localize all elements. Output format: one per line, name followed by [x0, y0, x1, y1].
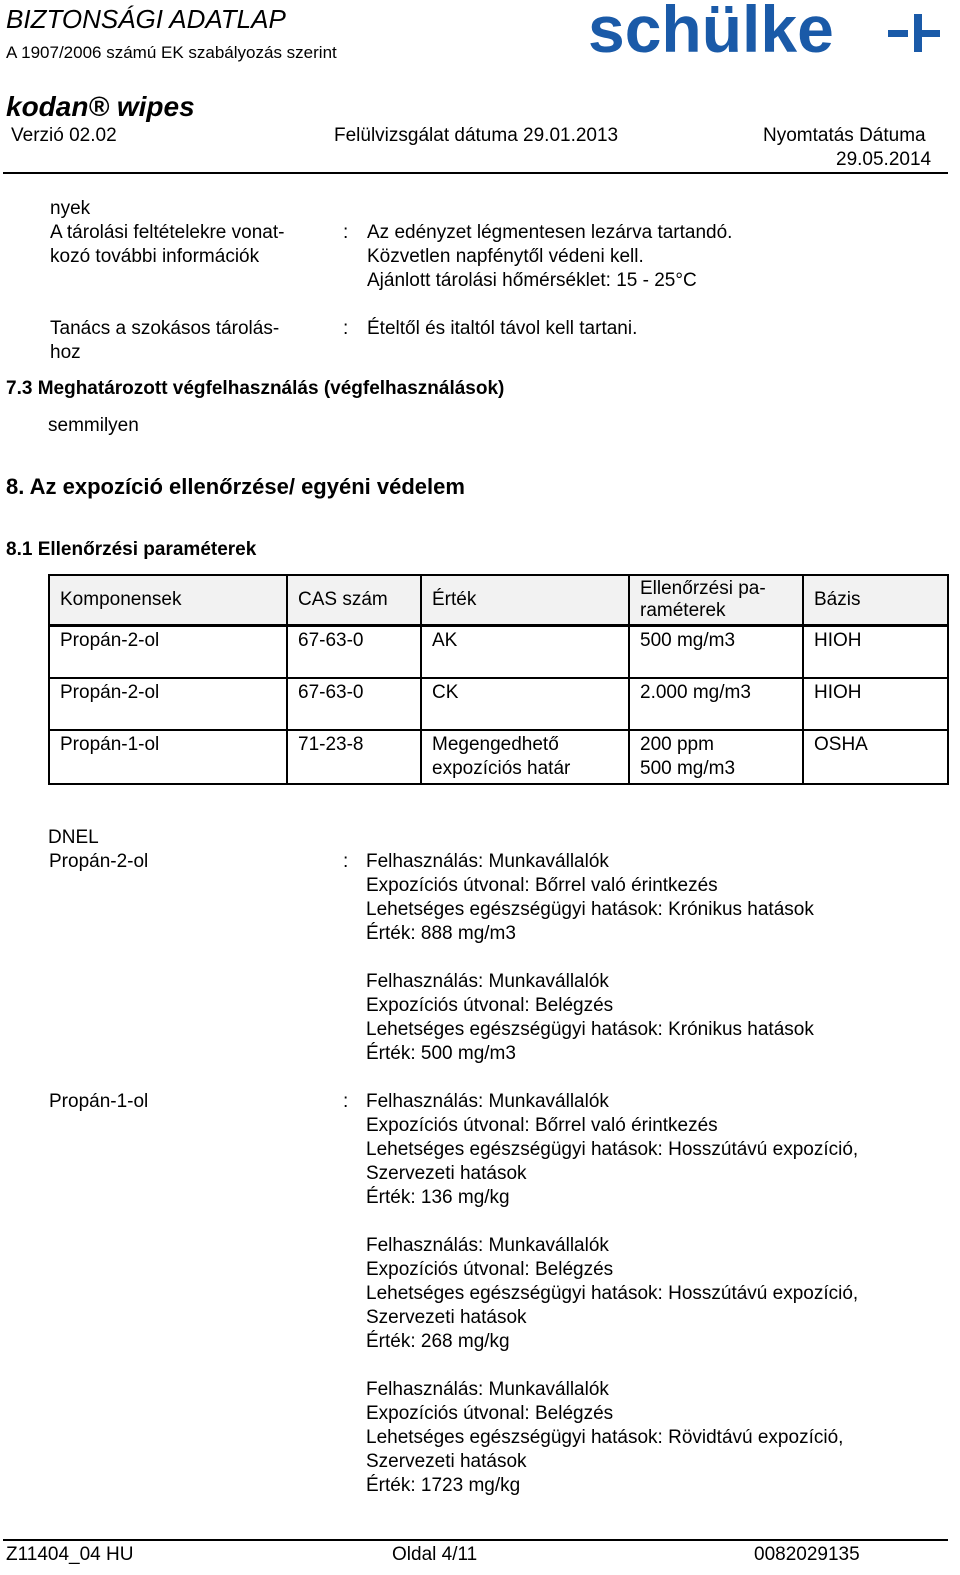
colon: :: [343, 1091, 349, 1112]
dnel-line: Felhasználás: Munkavállalók: [366, 1235, 609, 1256]
document-title: BIZTONSÁGI ADATLAP: [6, 4, 286, 34]
table-cell: OSHA: [803, 730, 948, 784]
dnel-line: Lehetséges egészségügyi hatások: Krónikus hatások: [366, 1019, 814, 1040]
dnel-line: Expozíciós útvonal: Belégzés: [366, 1403, 614, 1424]
dnel-entry: [366, 1234, 858, 1354]
table-cell: Megengedhető expozíciós határ: [421, 730, 629, 784]
dnel-line: Lehetséges egészségügyi hatások: Hosszútávú expozíció,: [366, 1283, 859, 1304]
table-cell: Propán-2-ol: [49, 678, 287, 730]
dnel-line: Expozíciós útvonal: Belégzés: [366, 1259, 614, 1280]
table-cell: 500 mg/m3: [629, 626, 803, 679]
value-line: Az edényzet légmentesen lezárva tartandó.: [367, 222, 733, 243]
dnel-line: Szervezeti hatások: [366, 1451, 527, 1472]
table-cell: CK: [421, 678, 629, 730]
dnel-line: Lehetséges egészségügyi hatások: Krónikus hatások: [366, 899, 814, 920]
header-divider: [3, 172, 948, 174]
version: Verzió 02.02: [11, 125, 117, 146]
dnel-substance-name: Propán-1-ol: [49, 1091, 149, 1112]
dnel-entry: [366, 1378, 843, 1498]
col-header: Érték: [421, 575, 629, 626]
table-header-row: [49, 575, 948, 626]
table-cell: 67-63-0: [287, 678, 421, 730]
dnel-line: Érték: 500 mg/m3: [366, 1043, 516, 1064]
section-7-3-heading: 7.3 Meghatározott végfelhasználás (végfelhasználások): [6, 378, 505, 399]
dnel-line: Szervezeti hatások: [366, 1163, 527, 1184]
table-cell: Propán-1-ol: [49, 730, 287, 784]
dnel-line: Felhasználás: Munkavállalók: [366, 971, 609, 992]
col-header: Komponensek: [49, 575, 287, 626]
dnel-line: Lehetséges egészségügyi hatások: Rövidtávú expozíció,: [366, 1427, 844, 1448]
revision-date: Felülvizsgálat dátuma 29.01.2013: [334, 125, 619, 146]
dnel-line: Felhasználás: Munkavállalók: [366, 1091, 609, 1112]
dnel-entry: [366, 850, 814, 946]
storage-tail: nyek: [50, 198, 91, 219]
dnel-entry: [366, 970, 814, 1066]
schulke-logo: [588, 0, 948, 60]
dnel-line: Expozíciós útvonal: Belégzés: [366, 995, 614, 1016]
dnel-entry: [366, 1090, 858, 1210]
footer-number: 0082029135: [754, 1544, 860, 1565]
colon: :: [343, 318, 349, 339]
col-header: CAS szám: [287, 575, 421, 626]
table-row: [49, 626, 948, 679]
storage-advice-value: Ételtől és italtól távol kell tartani.: [367, 318, 638, 339]
table-cell: Propán-2-ol: [49, 626, 287, 679]
table-cell: HIOH: [803, 678, 948, 730]
table-row: [49, 730, 948, 784]
dnel-line: Expozíciós útvonal: Bőrrel való érintkezés: [366, 875, 718, 896]
table-cell: AK: [421, 626, 629, 679]
dnel-line: Érték: 1723 mg/kg: [366, 1475, 521, 1496]
colon: :: [343, 851, 349, 872]
table-cell: 200 ppm 500 mg/m3: [629, 730, 803, 784]
label-line: Tanács a szokásos tárolás-: [50, 318, 280, 339]
col-header: Bázis: [803, 575, 948, 626]
section-7-3-value: semmilyen: [48, 415, 139, 436]
table-cell: 71-23-8: [287, 730, 421, 784]
section-8-1-heading: 8.1 Ellenőrzési paraméterek: [6, 539, 257, 560]
section-8-heading: 8. Az expozíció ellenőrzése/ egyéni védelem: [6, 474, 465, 499]
label-line: kozó további információk: [50, 246, 260, 267]
regulation-note: A 1907/2006 számú EK szabályozás szerint: [6, 43, 337, 62]
label-line: A tárolási feltételekre vonat-: [50, 222, 285, 243]
dnel-line: Érték: 888 mg/m3: [366, 923, 516, 944]
col-header: Ellenőrzési pa- raméterek: [629, 575, 803, 626]
footer-page: Oldal 4/11: [392, 1544, 478, 1565]
dnel-line: Lehetséges egészségügyi hatások: Hosszútávú expozíció,: [366, 1139, 859, 1160]
dnel-line: Érték: 136 mg/kg: [366, 1187, 510, 1208]
dnel-line: Felhasználás: Munkavállalók: [366, 851, 609, 872]
control-parameters-table: [48, 574, 949, 785]
storage-info-value: [367, 221, 732, 293]
storage-info-label: [50, 221, 284, 269]
table-row: [49, 678, 948, 730]
table-cell: 2.000 mg/m3: [629, 678, 803, 730]
storage-advice-label: [50, 317, 279, 365]
value-line: Közvetlen napfénytől védeni kell.: [367, 246, 644, 267]
value-line: Ajánlott tárolási hőmérséklet: 15 - 25°C: [367, 270, 697, 291]
dnel-line: Érték: 268 mg/kg: [366, 1331, 510, 1352]
dnel-substance-name: Propán-2-ol: [49, 851, 149, 872]
print-date-label: Nyomtatás Dátuma: [763, 125, 926, 146]
product-name: kodan® wipes: [6, 91, 195, 122]
dnel-line: Felhasználás: Munkavállalók: [366, 1379, 609, 1400]
table-cell: HIOH: [803, 626, 948, 679]
footer-doc-code: Z11404_04 HU: [6, 1544, 134, 1565]
label-line: hoz: [50, 342, 81, 363]
dnel-title: DNEL: [48, 827, 99, 848]
dnel-line: Szervezeti hatások: [366, 1307, 527, 1328]
footer-divider: [3, 1539, 948, 1541]
logo-text: schülke: [588, 0, 834, 60]
table-cell: 67-63-0: [287, 626, 421, 679]
dnel-line: Expozíciós útvonal: Bőrrel való érintkezés: [366, 1115, 718, 1136]
colon: :: [343, 222, 349, 243]
print-date: 29.05.2014: [836, 149, 932, 170]
